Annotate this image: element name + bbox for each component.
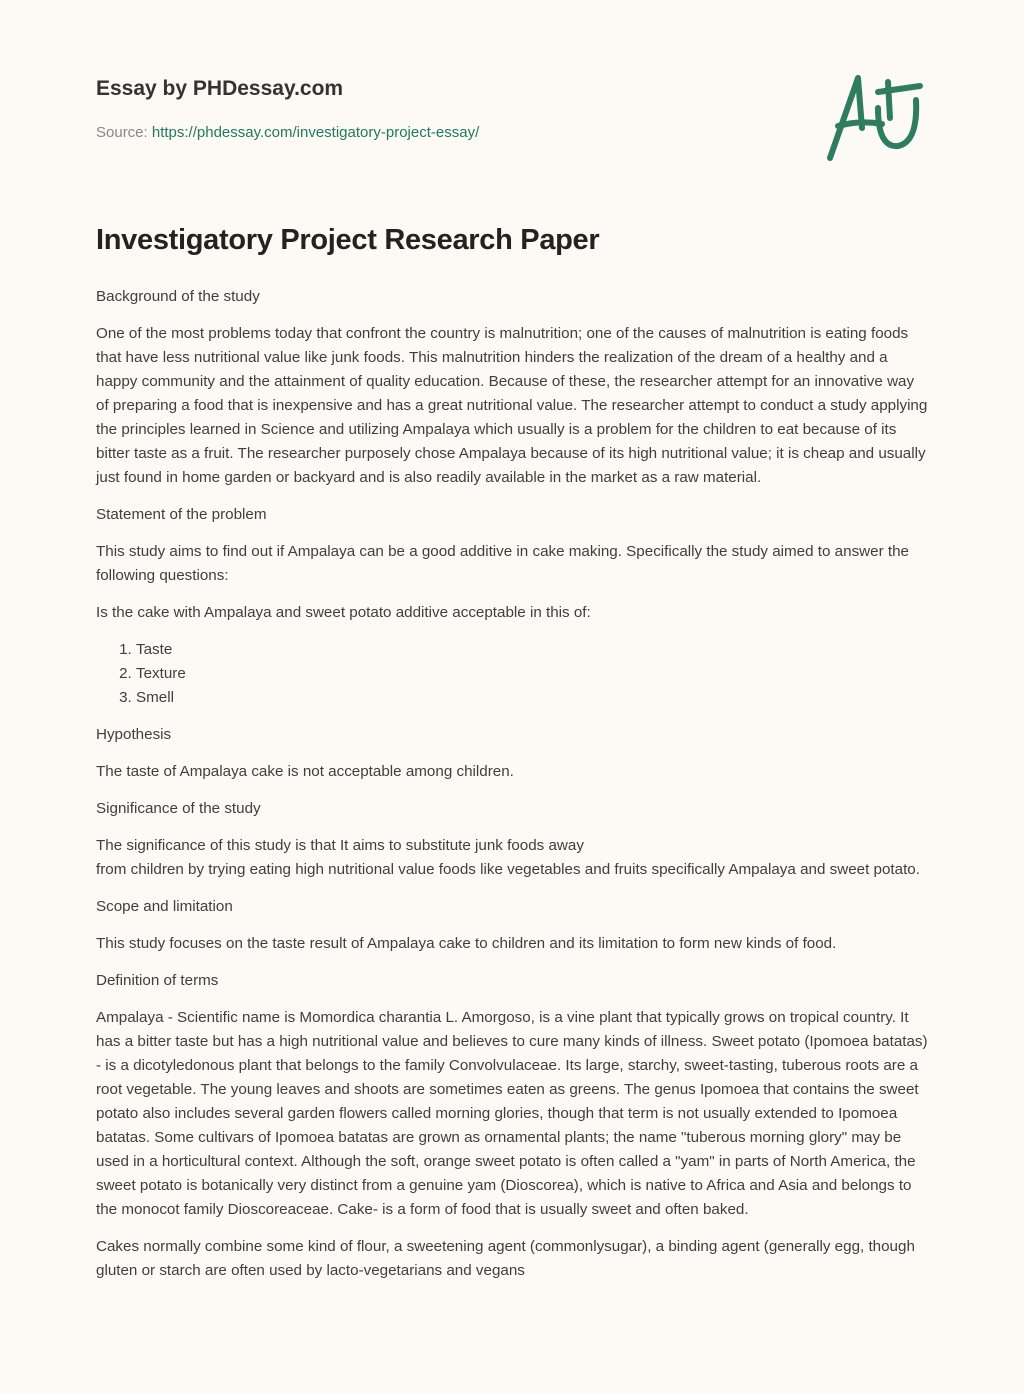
a-plus-logo-icon xyxy=(820,68,930,164)
list-item: 2. Texture xyxy=(136,662,930,686)
list-item: 1. Taste xyxy=(136,638,930,662)
paragraph: This study aims to find out if Ampalaya can be a good additive in cake making. Specifically the study aimed to answer the following questions: xyxy=(96,543,909,584)
criteria-list xyxy=(96,638,930,710)
text-line: The significance of this study is that It aims to substitute junk foods away xyxy=(96,837,584,854)
source-label: Source: xyxy=(96,124,148,141)
paragraph: This study focuses on the taste result of Ampalaya cake to children and its limitation to form new kinds of food. xyxy=(96,935,837,952)
source-link[interactable]: https://phdessay.com/investigatory-project-essay/ xyxy=(151,124,480,141)
paragraph: Ampalaya - Scientific name is Momordica charantia L. Amorgoso, is a vine plant that typically grows on tropical country. It has a bitter taste but has a high nutritional value and believes to cure many kinds of illness. Sweet potato (Ipomoea batatas) - is a dicotyledonous plant that belongs to the family Convolvulaceae. Its large, starchy, sweet-tasting, tuberous roots are a root vegetable. The young leaves and shoots are sometimes eaten as greens. The genus Ipomoea that contains the sweet potato also includes several garden flowers called morning glories, though that term is not usually extended to Ipomoea batatas. Some cultivars of Ipomoea batatas are grown as ornamental plants; the name "tuberous morning glory" may be used in a horticultural context. Although the soft, orange sweet potato is often called a "yam" in parts of North America, the sweet potato is botanically very distinct from a genuine yam (Dioscorea), which is native to Africa and Asia and belongs to the monocot family Dioscoreaceae. Cake- is a form of food that is usually sweet and often baked. xyxy=(96,1009,928,1218)
paragraph: One of the most problems today that confront the country is malnutrition; one of the causes of malnutrition is eating foods that have less nutritional value like junk foods. This malnutrition hinders the realization of the dream of a healthy and a happy community and the attainment of quality education. Because of these, the researcher attempt for an innovative way of preparing a food that is inexpensive and has a great nutritional value. The researcher attempt to conduct a study applying the principles learned in Science and utilizing Ampalaya which usually is a problem for the children to eat because of its bitter taste as a fruit. The researcher purposely chose Ampalaya because of its high nutritional value; it is cheap and usually just found in home garden or backyard and is also readily available in the market as a raw material. xyxy=(96,325,928,486)
paragraph: Is the cake with Ampalaya and sweet potato additive acceptable in this of: xyxy=(96,604,591,621)
site-title: Essay by PHDessay.com xyxy=(96,77,344,100)
section-heading: Statement of the problem xyxy=(96,506,267,523)
page-title: Investigatory Project Research Paper xyxy=(96,224,600,256)
text-line: from children by trying eating high nutritional value foods like vegetables and fruits specifically Ampalaya and sweet potato. xyxy=(96,861,920,878)
essay-body xyxy=(96,285,930,1296)
paragraph xyxy=(96,834,930,882)
section-heading: Significance of the study xyxy=(96,800,261,817)
section-heading: Scope and limitation xyxy=(96,898,233,915)
section-heading: Definition of terms xyxy=(96,972,219,989)
list-item: 3. Smell xyxy=(136,686,930,710)
section-heading: Background of the study xyxy=(96,288,260,305)
paragraph: Cakes normally combine some kind of flour, a sweetening agent (commonlysugar), a binding agent (generally egg, though gluten or starch are often used by lacto-vegetarians and vegans xyxy=(96,1238,915,1279)
source-line xyxy=(96,124,479,141)
paragraph: The taste of Ampalaya cake is not acceptable among children. xyxy=(96,763,514,780)
section-heading: Hypothesis xyxy=(96,726,172,743)
